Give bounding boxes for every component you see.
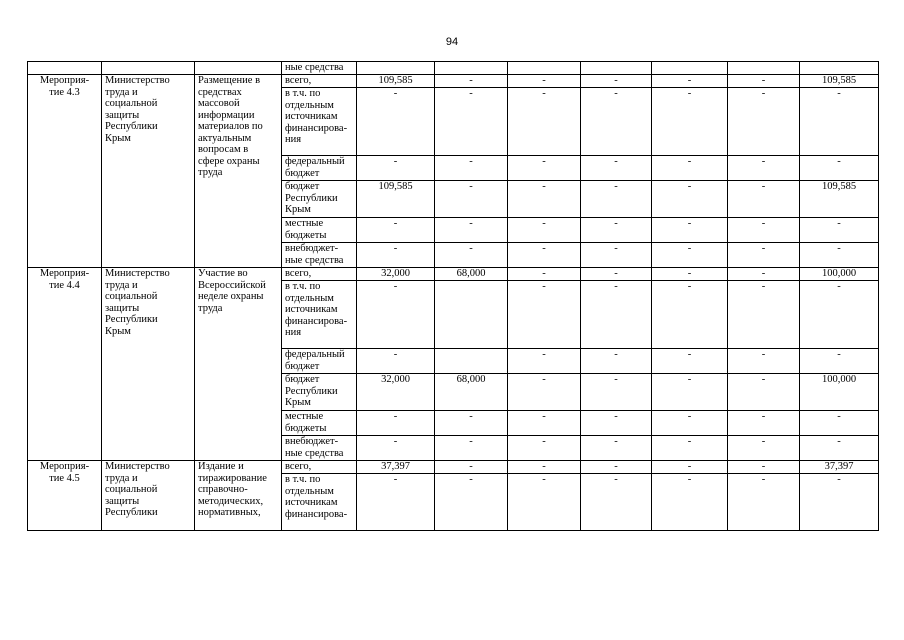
- amount-cell: [652, 62, 728, 75]
- amount-cell: -: [581, 281, 652, 349]
- event-cell: Мероприя- тие 4.4: [28, 268, 102, 461]
- page-number: 94: [445, 36, 459, 48]
- amount-cell: -: [435, 181, 508, 218]
- amount-cell: -: [800, 349, 879, 374]
- amount-cell: -: [800, 156, 879, 181]
- amount-cell: [357, 62, 435, 75]
- amount-cell: -: [435, 243, 508, 268]
- amount-cell: -: [652, 281, 728, 349]
- amount-cell: -: [357, 243, 435, 268]
- amount-cell: -: [435, 411, 508, 436]
- amount-cell: -: [728, 268, 800, 281]
- amount-cell: 109,585: [357, 75, 435, 88]
- amount-cell: -: [357, 281, 435, 349]
- amount-cell: -: [652, 411, 728, 436]
- amount-cell: [728, 62, 800, 75]
- amount-cell: -: [800, 218, 879, 243]
- amount-cell: -: [581, 268, 652, 281]
- amount-cell: -: [652, 181, 728, 218]
- funding-source-cell: ные средства: [282, 62, 357, 75]
- executor-cell: Министерство труда и социальной защиты Республики Крым: [102, 268, 195, 461]
- amount-cell: -: [728, 474, 800, 531]
- amount-cell: -: [508, 243, 581, 268]
- funding-table: [27, 61, 879, 531]
- amount-cell: 32,000: [357, 268, 435, 281]
- amount-cell: -: [800, 411, 879, 436]
- amount-cell: -: [357, 88, 435, 156]
- amount-cell: -: [652, 461, 728, 474]
- amount-cell: -: [581, 218, 652, 243]
- amount-cell: -: [728, 156, 800, 181]
- description-cell: Размещение в средствах массовой информации материалов по актуальным вопросам в сфере охраны труда: [195, 75, 282, 268]
- amount-cell: -: [652, 349, 728, 374]
- amount-cell: -: [581, 88, 652, 156]
- amount-cell: -: [800, 474, 879, 531]
- executor-cell: Министерство труда и социальной защиты Республики Крым: [102, 75, 195, 268]
- amount-cell: -: [581, 156, 652, 181]
- amount-cell: 32,000: [357, 374, 435, 411]
- funding-source-cell: местные бюджеты: [282, 218, 357, 243]
- amount-cell: -: [357, 411, 435, 436]
- continuation-row: [28, 62, 879, 75]
- amount-cell: -: [581, 461, 652, 474]
- funding-source-cell: всего,: [282, 75, 357, 88]
- amount-cell: -: [508, 75, 581, 88]
- amount-cell: [435, 349, 508, 374]
- amount-cell: -: [728, 461, 800, 474]
- table-row: [28, 461, 879, 474]
- amount-cell: -: [357, 218, 435, 243]
- amount-cell: [800, 62, 879, 75]
- amount-cell: -: [508, 88, 581, 156]
- amount-cell: [435, 62, 508, 75]
- amount-cell: -: [728, 436, 800, 461]
- amount-cell: -: [357, 349, 435, 374]
- event-cell: Мероприя- тие 4.5: [28, 461, 102, 531]
- table-row: [28, 75, 879, 88]
- amount-cell: -: [581, 75, 652, 88]
- amount-cell: -: [357, 436, 435, 461]
- amount-cell: -: [652, 268, 728, 281]
- amount-cell: 100,000: [800, 268, 879, 281]
- funding-source-cell: бюджет Республики Крым: [282, 181, 357, 218]
- amount-cell: -: [508, 156, 581, 181]
- amount-cell: 37,397: [357, 461, 435, 474]
- amount-cell: [435, 281, 508, 349]
- amount-cell: -: [435, 461, 508, 474]
- amount-cell: -: [357, 156, 435, 181]
- amount-cell: [508, 62, 581, 75]
- amount-cell: -: [508, 268, 581, 281]
- amount-cell: -: [508, 461, 581, 474]
- amount-cell: -: [508, 281, 581, 349]
- amount-cell: 37,397: [800, 461, 879, 474]
- executor-cell: [102, 62, 195, 75]
- amount-cell: -: [800, 243, 879, 268]
- amount-cell: 68,000: [435, 268, 508, 281]
- amount-cell: -: [652, 218, 728, 243]
- funding-source-cell: в т.ч. по отдельным источникам финансирова- ния: [282, 88, 357, 156]
- amount-cell: -: [728, 243, 800, 268]
- amount-cell: -: [652, 156, 728, 181]
- amount-cell: -: [581, 181, 652, 218]
- description-cell: Участие во Всероссийской неделе охраны труда: [195, 268, 282, 461]
- event-cell: Мероприя- тие 4.3: [28, 75, 102, 268]
- amount-cell: 109,585: [357, 181, 435, 218]
- amount-cell: -: [581, 436, 652, 461]
- amount-cell: -: [508, 374, 581, 411]
- funding-source-cell: федеральный бюджет: [282, 156, 357, 181]
- amount-cell: -: [652, 88, 728, 156]
- amount-cell: 109,585: [800, 181, 879, 218]
- table-row: [28, 268, 879, 281]
- amount-cell: -: [357, 474, 435, 531]
- amount-cell: [581, 62, 652, 75]
- amount-cell: -: [508, 436, 581, 461]
- amount-cell: -: [508, 181, 581, 218]
- amount-cell: -: [435, 218, 508, 243]
- amount-cell: -: [800, 88, 879, 156]
- amount-cell: 109,585: [800, 75, 879, 88]
- amount-cell: -: [508, 474, 581, 531]
- description-cell: Издание и тиражирование справочно- методических, нормативных,: [195, 461, 282, 531]
- funding-source-cell: внебюджет- ные средства: [282, 243, 357, 268]
- funding-source-cell: в т.ч. по отдельным источникам финансирова- ния: [282, 281, 357, 349]
- amount-cell: -: [581, 374, 652, 411]
- funding-source-cell: в т.ч. по отдельным источникам финансирова-: [282, 474, 357, 531]
- executor-cell: Министерство труда и социальной защиты Республики: [102, 461, 195, 531]
- amount-cell: -: [728, 349, 800, 374]
- amount-cell: -: [652, 75, 728, 88]
- amount-cell: -: [728, 281, 800, 349]
- event-cell: [28, 62, 102, 75]
- amount-cell: -: [652, 374, 728, 411]
- amount-cell: -: [508, 411, 581, 436]
- amount-cell: -: [728, 411, 800, 436]
- amount-cell: -: [508, 218, 581, 243]
- amount-cell: -: [652, 436, 728, 461]
- funding-source-cell: федеральный бюджет: [282, 349, 357, 374]
- amount-cell: -: [435, 75, 508, 88]
- amount-cell: -: [728, 88, 800, 156]
- amount-cell: 100,000: [800, 374, 879, 411]
- amount-cell: -: [581, 474, 652, 531]
- amount-cell: -: [728, 374, 800, 411]
- amount-cell: -: [435, 436, 508, 461]
- amount-cell: -: [581, 243, 652, 268]
- amount-cell: -: [728, 218, 800, 243]
- description-cell: [195, 62, 282, 75]
- funding-source-cell: всего,: [282, 461, 357, 474]
- amount-cell: -: [800, 436, 879, 461]
- amount-cell: -: [728, 75, 800, 88]
- amount-cell: -: [581, 411, 652, 436]
- amount-cell: -: [508, 349, 581, 374]
- amount-cell: -: [800, 281, 879, 349]
- amount-cell: -: [435, 88, 508, 156]
- funding-source-cell: внебюджет- ные средства: [282, 436, 357, 461]
- funding-source-cell: бюджет Республики Крым: [282, 374, 357, 411]
- amount-cell: -: [652, 474, 728, 531]
- amount-cell: -: [652, 243, 728, 268]
- amount-cell: -: [435, 474, 508, 531]
- amount-cell: 68,000: [435, 374, 508, 411]
- amount-cell: -: [581, 349, 652, 374]
- funding-source-cell: местные бюджеты: [282, 411, 357, 436]
- funding-source-cell: всего,: [282, 268, 357, 281]
- amount-cell: -: [728, 181, 800, 218]
- amount-cell: -: [435, 156, 508, 181]
